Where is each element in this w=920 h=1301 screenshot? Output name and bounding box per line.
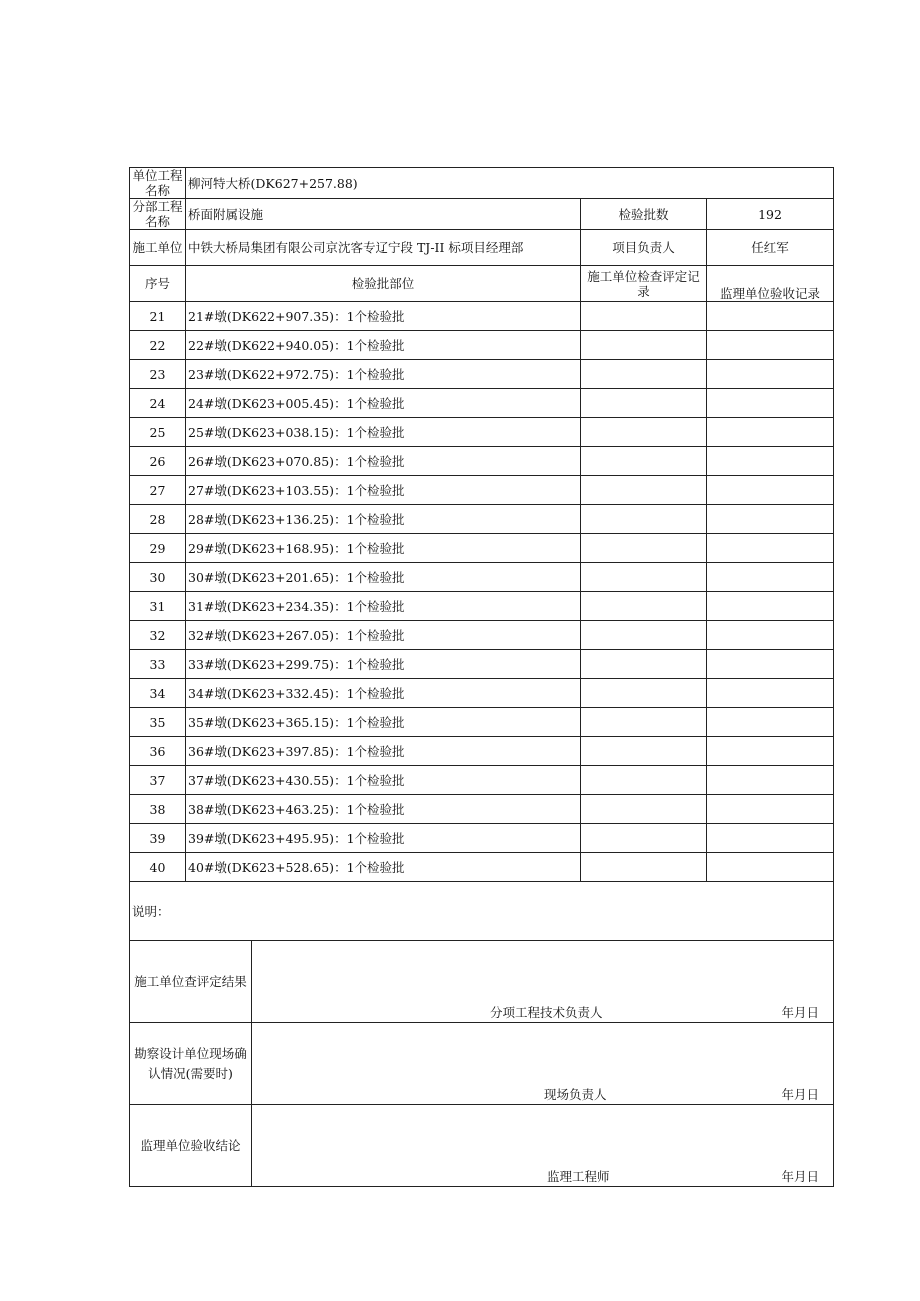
sign-off-area	[252, 1105, 834, 1187]
location-cell: 26#墩(DK623+070.85)：1个检验批	[186, 447, 581, 476]
sign-off-label: 监理单位验收结论	[130, 1105, 252, 1187]
contractor-check-cell	[581, 853, 707, 882]
inspection-form	[129, 167, 833, 1187]
seq-cell: 25	[130, 418, 186, 447]
sign-off-label: 施工单位查评定结果	[130, 941, 252, 1023]
location-cell: 27#墩(DK623+103.55)：1个检验批	[186, 476, 581, 505]
date-label: 年月日	[781, 1169, 819, 1184]
location-cell: 21#墩(DK622+907.35)：1个检验批	[186, 302, 581, 331]
supervisor-accept-cell	[707, 534, 834, 563]
contractor-check-cell	[581, 534, 707, 563]
seq-cell: 22	[130, 331, 186, 360]
unit-project-label: 单位工程名称	[130, 168, 186, 199]
supervisor-accept-cell	[707, 679, 834, 708]
col-supervisor-accept-header: 监理单位验收记录	[707, 266, 834, 302]
seq-cell: 21	[130, 302, 186, 331]
table-row	[130, 331, 834, 360]
seq-cell: 35	[130, 708, 186, 737]
table-row	[130, 737, 834, 766]
seq-cell: 33	[130, 650, 186, 679]
batch-count-value: 192	[707, 199, 834, 230]
contractor-check-cell	[581, 737, 707, 766]
seq-cell: 27	[130, 476, 186, 505]
seq-cell: 40	[130, 853, 186, 882]
sign-off-row-design	[130, 1023, 834, 1105]
location-cell: 30#墩(DK623+201.65)：1个检验批	[186, 563, 581, 592]
contractor-check-cell	[581, 708, 707, 737]
seq-cell: 34	[130, 679, 186, 708]
seq-cell: 32	[130, 621, 186, 650]
location-cell: 28#墩(DK623+136.25)：1个检验批	[186, 505, 581, 534]
location-cell: 39#墩(DK623+495.95)：1个检验批	[186, 824, 581, 853]
sub-project-row	[130, 199, 834, 230]
column-header-row	[130, 266, 834, 302]
table-row	[130, 534, 834, 563]
form-table	[129, 167, 834, 941]
table-row	[130, 708, 834, 737]
table-row	[130, 679, 834, 708]
sign-off-area	[252, 1023, 834, 1105]
contractor-check-cell	[581, 331, 707, 360]
location-cell: 29#墩(DK623+168.95)：1个检验批	[186, 534, 581, 563]
sign-off-row-contractor	[130, 941, 834, 1023]
supervisor-accept-cell	[707, 795, 834, 824]
table-row	[130, 621, 834, 650]
table-row	[130, 563, 834, 592]
table-row	[130, 650, 834, 679]
contractor-value: 中铁大桥局集团有限公司京沈客专辽宁段 TJ-II 标项目经理部	[186, 230, 581, 266]
table-row	[130, 795, 834, 824]
location-cell: 35#墩(DK623+365.15)：1个检验批	[186, 708, 581, 737]
contractor-row	[130, 230, 834, 266]
supervisor-accept-cell	[707, 302, 834, 331]
supervisor-accept-cell	[707, 824, 834, 853]
location-cell: 23#墩(DK622+972.75)：1个检验批	[186, 360, 581, 389]
seq-cell: 39	[130, 824, 186, 853]
contractor-check-cell	[581, 360, 707, 389]
manager-value: 任红军	[707, 230, 834, 266]
contractor-check-cell	[581, 824, 707, 853]
supervisor-accept-cell	[707, 418, 834, 447]
sub-project-label: 分部工程名称	[130, 199, 186, 230]
supervisor-accept-cell	[707, 592, 834, 621]
sign-off-area	[252, 941, 834, 1023]
unit-project-value: 柳河特大桥(DK627+257.88)	[186, 168, 834, 199]
supervisor-accept-cell	[707, 650, 834, 679]
date-label: 年月日	[781, 1005, 819, 1020]
col-contractor-check-header: 施工单位检查评定记录	[581, 266, 707, 302]
supervisor-accept-cell	[707, 708, 834, 737]
table-row	[130, 389, 834, 418]
contractor-check-cell	[581, 650, 707, 679]
supervisor-accept-cell	[707, 737, 834, 766]
seq-cell: 24	[130, 389, 186, 418]
supervisor-accept-cell	[707, 331, 834, 360]
batch-count-label: 检验批数	[581, 199, 707, 230]
unit-project-row	[130, 168, 834, 199]
location-cell: 34#墩(DK623+332.45)：1个检验批	[186, 679, 581, 708]
contractor-check-cell	[581, 621, 707, 650]
location-cell: 25#墩(DK623+038.15)：1个检验批	[186, 418, 581, 447]
contractor-check-cell	[581, 563, 707, 592]
sign-off-label: 勘察设计单位现场确认情况(需要时)	[130, 1023, 252, 1105]
location-cell: 32#墩(DK623+267.05)：1个检验批	[186, 621, 581, 650]
seq-cell: 28	[130, 505, 186, 534]
seq-cell: 23	[130, 360, 186, 389]
location-cell: 22#墩(DK622+940.05)：1个检验批	[186, 331, 581, 360]
supervisor-accept-cell	[707, 853, 834, 882]
contractor-check-cell	[581, 795, 707, 824]
seq-cell: 36	[130, 737, 186, 766]
table-row	[130, 476, 834, 505]
contractor-check-cell	[581, 447, 707, 476]
table-row	[130, 302, 834, 331]
sub-project-value: 桥面附属设施	[186, 199, 581, 230]
supervisor-accept-cell	[707, 447, 834, 476]
contractor-check-cell	[581, 592, 707, 621]
contractor-check-cell	[581, 505, 707, 534]
contractor-check-cell	[581, 766, 707, 795]
location-cell: 40#墩(DK623+528.65)：1个检验批	[186, 853, 581, 882]
date-label: 年月日	[781, 1087, 819, 1102]
table-row	[130, 592, 834, 621]
note-row	[130, 882, 834, 941]
manager-label: 项目负责人	[581, 230, 707, 266]
sign-off-row-supervisor	[130, 1105, 834, 1187]
seq-cell: 26	[130, 447, 186, 476]
seq-cell: 38	[130, 795, 186, 824]
supervisor-accept-cell	[707, 563, 834, 592]
contractor-check-cell	[581, 389, 707, 418]
contractor-check-cell	[581, 679, 707, 708]
table-row	[130, 505, 834, 534]
table-row	[130, 766, 834, 795]
supervisor-accept-cell	[707, 476, 834, 505]
table-row	[130, 447, 834, 476]
location-cell: 37#墩(DK623+430.55)：1个检验批	[186, 766, 581, 795]
seq-cell: 30	[130, 563, 186, 592]
table-row	[130, 418, 834, 447]
contractor-check-cell	[581, 302, 707, 331]
location-cell: 31#墩(DK623+234.35)：1个检验批	[186, 592, 581, 621]
location-cell: 33#墩(DK623+299.75)：1个检验批	[186, 650, 581, 679]
col-seq-header: 序号	[130, 266, 186, 302]
signer-label: 分项工程技术负责人	[490, 1005, 603, 1020]
location-cell: 24#墩(DK623+005.45)：1个检验批	[186, 389, 581, 418]
supervisor-accept-cell	[707, 621, 834, 650]
contractor-check-cell	[581, 476, 707, 505]
seq-cell: 31	[130, 592, 186, 621]
supervisor-accept-cell	[707, 389, 834, 418]
contractor-label: 施工单位	[130, 230, 186, 266]
note-label: 说明：	[130, 882, 834, 941]
signer-label: 现场负责人	[544, 1087, 607, 1102]
table-row	[130, 824, 834, 853]
seq-cell: 29	[130, 534, 186, 563]
table-row	[130, 360, 834, 389]
rows-body	[130, 302, 834, 882]
supervisor-accept-cell	[707, 505, 834, 534]
location-cell: 38#墩(DK623+463.25)：1个检验批	[186, 795, 581, 824]
sign-off-table	[129, 940, 834, 1187]
table-row	[130, 853, 834, 882]
seq-cell: 37	[130, 766, 186, 795]
supervisor-accept-cell	[707, 766, 834, 795]
signer-label: 监理工程师	[547, 1169, 610, 1184]
supervisor-accept-cell	[707, 360, 834, 389]
location-cell: 36#墩(DK623+397.85)：1个检验批	[186, 737, 581, 766]
col-location-header: 检验批部位	[186, 266, 581, 302]
contractor-check-cell	[581, 418, 707, 447]
